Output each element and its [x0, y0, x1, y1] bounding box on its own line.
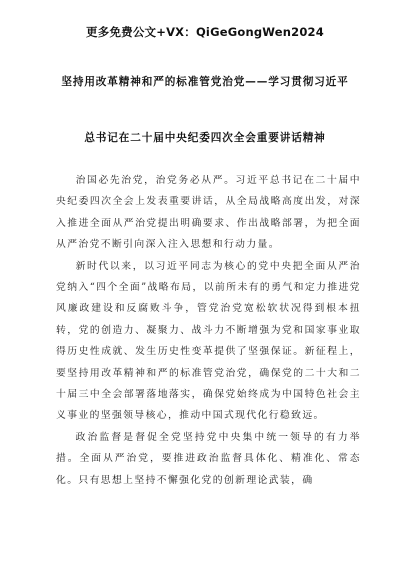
document-title-line-2: 总书记在二十届中央纪委四次全会重要讲话精神: [84, 132, 326, 144]
body-paragraph-1: 治国必先治党，治党务必从严。习近平总书记在二十届中央纪委四次全会上发表重要讲话，从全局战略高度出发，对深入推进全面从严治党提出明确要求、作出战略部署，为把全面从严治党不断引向深入注入思想和行动力量。: [56, 175, 361, 251]
body-paragraph-2: 新时代以来，以习近平同志为核心的党中央把全面从严治党纳入“四个全面”战略布局，以前所未有的勇气和定力推进党风廉政建设和反腐败斗争，管党治党宽松软状况得到根本扭转，党的创造力、凝聚力、战斗力不断增强为党和国家事业取得历史性成就、发生历史性变革提供了坚强保证。新征程上，要坚持用改革精神和严的标准管党治党，确保党的二十大和二十届三中全会部署落地落实，确保党始终成为中国特色社会主义事业的坚强领导核心，推动中国式现代化行稳致远。: [56, 260, 361, 422]
document-title-line-1: 坚持用改革精神和严的标准管党治党——学习贯彻习近平: [61, 76, 349, 88]
header-note: 更多免费公文+VX：QiGeGongWen2024: [86, 25, 324, 39]
document-body: [56, 170, 361, 491]
body-paragraph-3: 政治监督是督促全党坚持党中央集中统一领导的有力举措。全面从严治党，要推进政治监督具体化、精准化、常态化。只有思想上坚持不懈强化党的创新理论武装，确: [56, 431, 361, 486]
